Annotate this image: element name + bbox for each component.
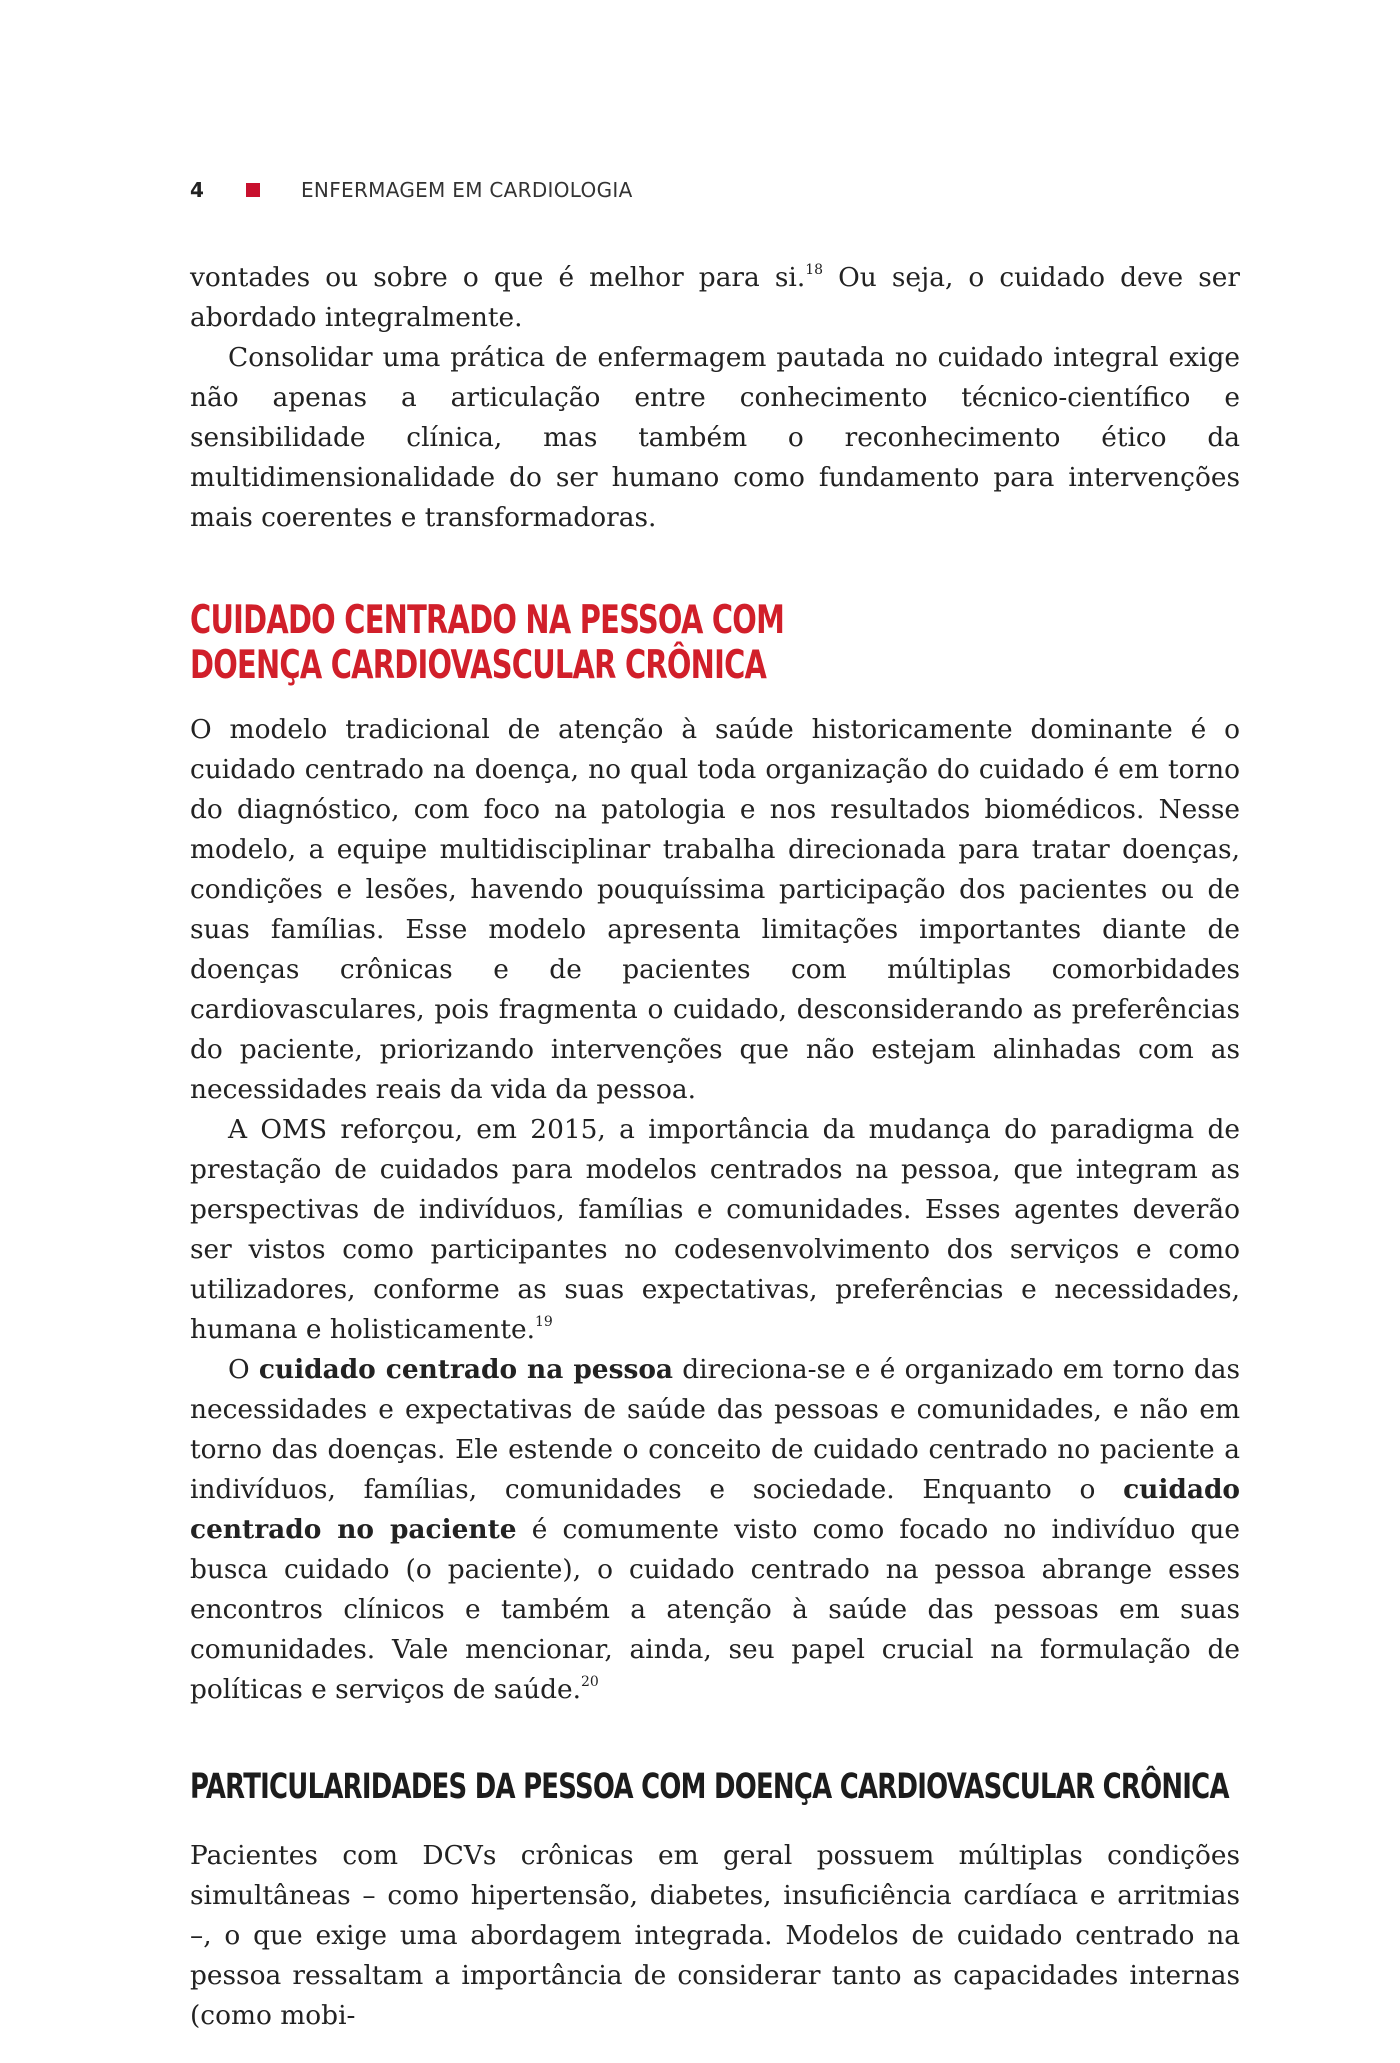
intro-paragraph-2: Consolidar uma prática de enfermagem pautada no cuidado integral exige não apenas a articulação entre conhecimento técnico-científico e sensibilidade clínica, mas também o reconhecimento ético da multidimensionalidade do ser humano como fundamento para intervenções mais coerentes e transformadoras. [190,342,1240,533]
running-header [190,178,633,202]
intro-paragraph-1-text-end: Ou seja, o cuidado deve ser abordado integralmente. [190,262,1240,333]
section1-paragraph-1: O modelo tradicional de atenção à saúde historicamente dominante é o cuidado centrado na doença, no qual toda organização do cuidado é em torno do diagnóstico, com foco na patologia e nos resultados biomédicos. Nesse modelo, a equipe multidisciplinar trabalha direcionada para tratar doenças, condições e lesões, havendo pouquíssima participação dos pacientes ou de suas famílias. Esse modelo apresenta limitações importantes diante de doenças crônicas e de pacientes com múltiplas comorbidades cardiovasculares, pois fragmenta o cuidado, desconsiderando as preferências do paciente, priorizando intervenções que não estejam alinhadas com as necessidades reais da vida da pessoa. [190,714,1240,1105]
section1-paragraph-2 [190,1110,1240,1350]
footnote-ref-18: 18 [805,262,824,278]
intro-paragraph-1-text: vontades ou sobre o que é melhor para si. [190,262,806,293]
intro-paragraph-1 [190,258,1240,338]
section1-paragraph-3-mid: direciona-se e é organizado em torno das necessidades e expectativas de saúde das pessoas e comunidades, e não em torno das doenças. Ele estende o conceito de cuidado centrado no paciente a indivíduos, famílias, comunidades e sociedade. Enquanto o [190,1354,1240,1505]
bold-term-cuidado-centrado-no-paciente: cuidado centrado no paciente [190,1474,1240,1545]
section1-paragraph-2-text: A OMS reforçou, em 2015, a importância da mudança do paradigma de prestação de cuidados para modelos centrados na pessoa, que integram as perspectivas de indivíduos, famílias e comunidades. Esses agentes deverão ser vistos como participantes no codesenvolvimento dos serviços e como utilizadores, conforme as suas expectativas, preferências e necessidades, humana e holisticamente. [190,1114,1240,1345]
section2-paragraph-1: Pacientes com DCVs crônicas em geral possuem múltiplas condições simultâneas – como hipertensão, diabetes, insuficiência cardíaca e arritmias –, o que exige uma abordagem integrada. Modelos de cuidado centrado na pessoa ressaltam a importância de considerar tanto as capacidades internas (como mobi- [190,1840,1240,2031]
body-text [190,258,1240,2036]
subsection-heading-particularidades: PARTICULARIDADES DA PESSOA COM DOENÇA CARDIOVASCULAR CRÔNICA [190,1767,1229,1807]
section1-paragraph-3-start: O [228,1354,259,1385]
section-heading-cuidado-centrado [190,598,1239,688]
section1-paragraph-3 [190,1350,1240,1710]
bold-term-cuidado-centrado-na-pessoa: cuidado centrado na pessoa [258,1354,674,1385]
section-heading-line-2: DOENÇA CARDIOVASCULAR CRÔNICA [190,643,767,688]
section1-paragraph-3-end: é comumente visto como focado no indivíduo que busca cuidado (o paciente), o cuidado centrado na pessoa abrange esses encontros clínicos e também a atenção à saúde das pessoas em suas comunidades. Vale mencionar, ainda, seu papel crucial na formulação de políticas e serviços de saúde. [190,1514,1240,1705]
header-square-marker [246,183,260,197]
footnote-ref-20: 20 [580,1674,599,1690]
footnote-ref-19: 19 [535,1314,553,1330]
page-number: 4 [190,178,205,202]
section-heading-line-1: CUIDADO CENTRADO NA PESSOA COM [190,598,785,643]
book-title: ENFERMAGEM EM CARDIOLOGIA [301,178,633,202]
